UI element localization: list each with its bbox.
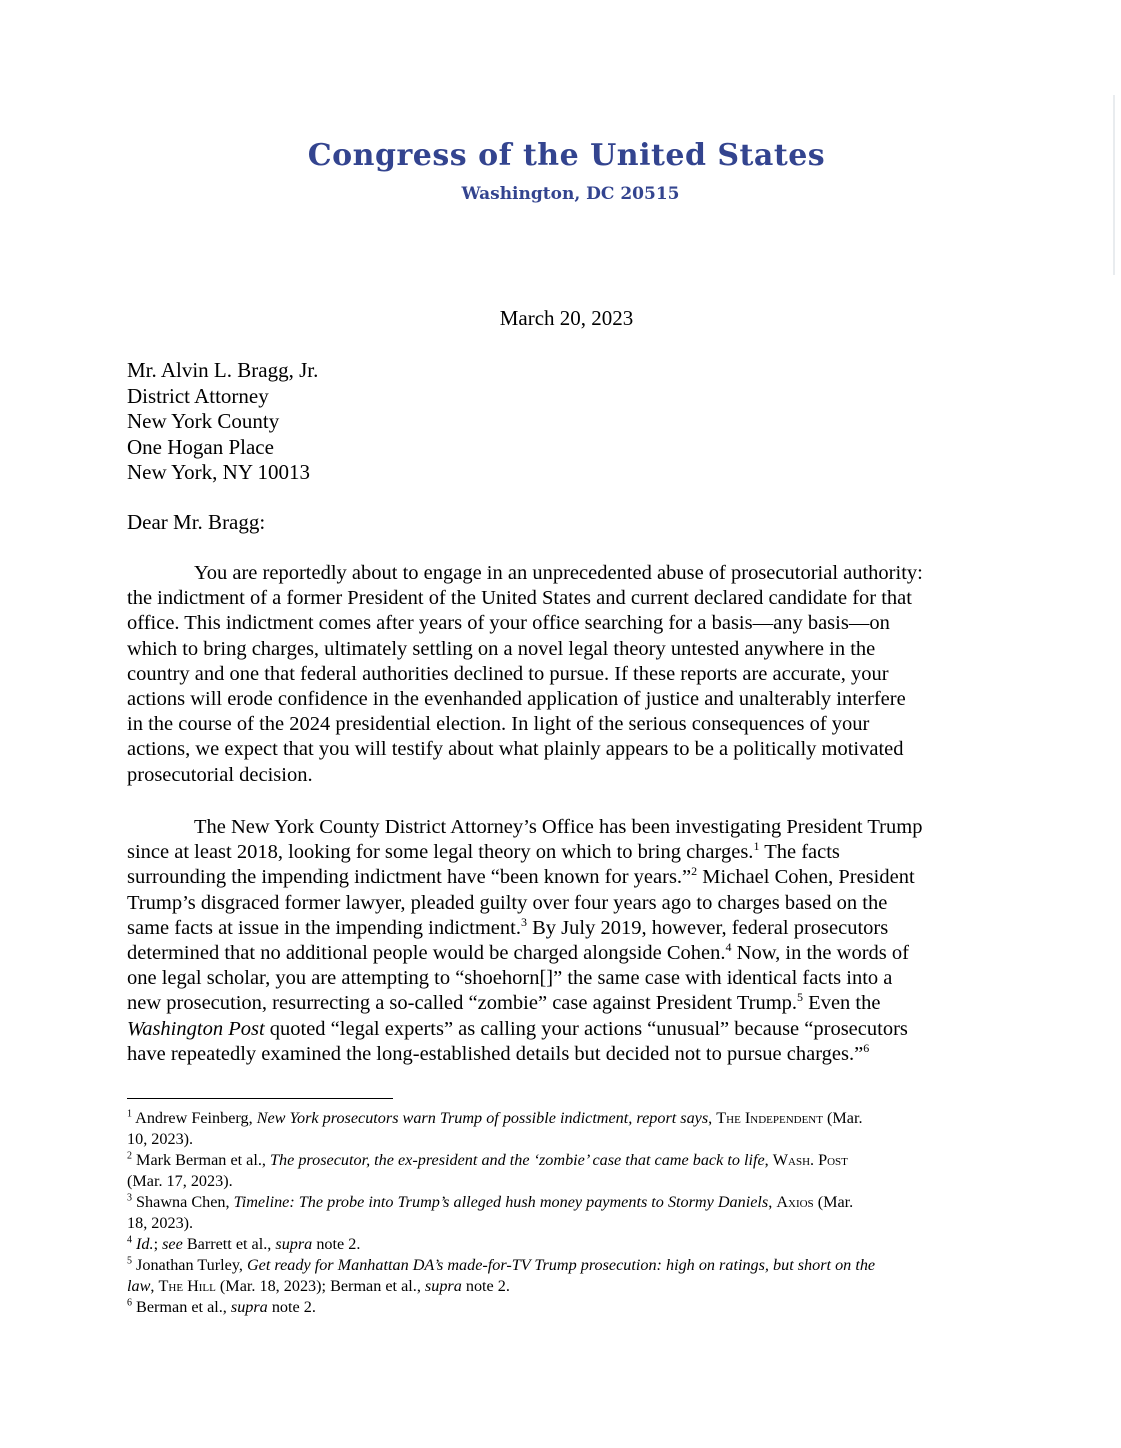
footnote-number: 6: [127, 1297, 132, 1309]
text-run: new prosecution, resurrecting a so-called “zombie” case against President Trump.: [127, 992, 798, 1015]
footnote-4: [127, 1234, 1007, 1255]
text-run: Shawna Chen,: [132, 1193, 234, 1211]
paragraph-2-line: [127, 840, 1007, 865]
paragraph-1-line: You are reportedly about to engage in an unprecedented abuse of prosecutorial authority:: [194, 562, 923, 584]
paragraph-1-line: office. This indictment comes after years of your office searching for a basis—any basis—on: [127, 612, 890, 635]
text-run: quoted “legal experts” as calling your actions “unusual” because “prosecutors: [264, 1017, 908, 1040]
footnote-1: [127, 1108, 1007, 1129]
footnote-1-cont: 10, 2023).: [127, 1130, 194, 1148]
text-run: By July 2019, however, federal prosecutors: [526, 916, 889, 939]
recipient-address: [127, 358, 318, 486]
paragraph-2-line: [127, 991, 1007, 1016]
letter-date: March 20, 2023: [499, 306, 634, 330]
text-run: determined that no additional people would be charged alongside Cohen.: [127, 942, 726, 965]
paragraph-2-line: [127, 941, 1007, 966]
recipient-office: New York County: [127, 409, 280, 433]
paragraph-2-line: one legal scholar, you are attempting to “shoehorn[]” the same case with identical facts into a: [127, 967, 893, 990]
text-run: Michael Cohen, President: [697, 866, 915, 889]
footnote-number: 1: [127, 1108, 132, 1120]
article-title: Get ready for Manhattan DA’s made-for-TV Trump prosecution: high on ratings, but short on the: [246, 1256, 876, 1274]
text-run: Barrett et al.,: [182, 1235, 276, 1253]
text-run: The facts: [759, 841, 840, 864]
text-run: (Mar.: [822, 1109, 863, 1127]
paragraph-2-line: [127, 1017, 1007, 1042]
text-run: note 2.: [312, 1235, 361, 1253]
publication-name: The Hill: [158, 1277, 216, 1295]
citation-id: Id.: [136, 1235, 154, 1253]
footnote-ref-5[interactable]: 5: [797, 990, 804, 1005]
paragraph-1-line: which to bring charges, ultimately settling on a novel legal theory untested anywhere in the: [127, 637, 876, 660]
publication-name: Wash. Post: [772, 1151, 848, 1169]
publication-name: The Independent: [716, 1109, 823, 1127]
text-run: surrounding the impending indictment have “been known for years.”: [127, 866, 692, 889]
paragraph-1-line: actions will erode confidence in the evenhanded application of justice and unalterably interfere: [127, 688, 906, 711]
text-run: Jonathan Turley,: [132, 1256, 247, 1274]
text-run: have repeatedly examined the long-established details but decided not to pursue charges.”: [127, 1042, 864, 1065]
paragraph-2: [127, 815, 1007, 1067]
footnote-3-cont: 18, 2023).: [127, 1214, 194, 1232]
text-run: (Mar.: [813, 1193, 854, 1211]
text-run: Andrew Feinberg,: [132, 1109, 257, 1127]
paragraph-1: [127, 561, 1007, 788]
paragraph-1-line: the indictment of a former President of the United States and current declared candidate for that: [127, 587, 912, 610]
text-run: Berman et al.,: [132, 1298, 231, 1316]
citation-supra: supra: [230, 1298, 268, 1316]
recipient-title: District Attorney: [127, 383, 269, 408]
paragraph-1-line: prosecutorial decision.: [127, 763, 313, 786]
footnote-ref-2[interactable]: 2: [691, 864, 698, 879]
footnote-6: [127, 1297, 1007, 1318]
letterhead-subtitle: Washington, DC 20515: [461, 184, 680, 204]
paragraph-2-line: [127, 1042, 1007, 1067]
recipient-street: One Hogan Place: [127, 434, 274, 459]
salutation: Dear Mr. Bragg:: [127, 510, 266, 534]
citation-signal: see: [162, 1235, 183, 1253]
article-title: The prosecutor, the ex-president and the ‘zombie’ case that came back to life: [270, 1151, 765, 1169]
recipient-city: New York, NY 10013: [127, 460, 310, 484]
footnote-number: 4: [127, 1234, 132, 1246]
footnote-5: [127, 1255, 1007, 1276]
letterhead-title: Congress of the United States: [307, 138, 826, 173]
text-run: Now, in the words of: [731, 942, 909, 965]
article-title: law: [127, 1277, 151, 1295]
footnotes: [127, 1108, 1007, 1318]
text-run: ,: [150, 1277, 159, 1295]
paragraph-1-line: in the course of the 2024 presidential election. In light of the serious consequences of your: [127, 713, 870, 736]
text-run: ,: [768, 1193, 777, 1211]
footnote-2: [127, 1150, 1007, 1171]
article-title: Timeline: The probe into Trump’s alleged hush money payments to Stormy Daniels: [233, 1193, 769, 1211]
footnote-ref-6[interactable]: 6: [863, 1041, 870, 1055]
footnote-2-cont: (Mar. 17, 2023).: [127, 1172, 233, 1190]
publication-title: Washington Post: [127, 1017, 265, 1040]
footnote-divider: [127, 1098, 393, 1099]
footnote-3: [127, 1192, 1007, 1213]
text-run: ,: [764, 1151, 773, 1169]
text-run: (Mar. 18, 2023); Berman et al.,: [215, 1277, 425, 1295]
text-run: note 2.: [267, 1298, 316, 1316]
footnote-ref-3[interactable]: 3: [520, 914, 527, 929]
publication-name: Axios: [776, 1193, 814, 1211]
footnote-number: 5: [127, 1255, 132, 1267]
citation-supra: supra: [424, 1277, 462, 1295]
footnote-ref-1[interactable]: 1: [753, 839, 760, 854]
citation-supra: supra: [275, 1235, 313, 1253]
text-run: ;: [153, 1235, 163, 1253]
paragraph-2-line: Trump’s disgraced former lawyer, pleaded guilty over four years ago to charges based on the: [127, 891, 888, 914]
recipient-name: Mr. Alvin L. Bragg, Jr.: [127, 358, 319, 382]
paragraph-2-line: [127, 865, 1007, 890]
footnote-number: 3: [127, 1192, 132, 1204]
footnote-number: 2: [127, 1150, 132, 1162]
footnote-5-cont: [127, 1276, 1007, 1297]
paragraph-2-line: The New York County District Attorney’s Office has been investigating President Trump: [194, 816, 923, 838]
text-run: ,: [708, 1109, 717, 1127]
paragraph-2-line: [127, 916, 1007, 941]
text-run: same facts at issue in the impending indictment.: [127, 916, 521, 939]
paragraph-1-line: actions, we expect that you will testify about what plainly appears to be a politically motivated: [127, 738, 904, 761]
text-run: since at least 2018, looking for some legal theory on which to bring charges.: [127, 841, 754, 864]
article-title: New York prosecutors warn Trump of possible indictment, report says: [256, 1109, 709, 1127]
text-run: note 2.: [461, 1277, 510, 1295]
text-run: Mark Berman et al.,: [132, 1151, 270, 1169]
paragraph-1-line: country and one that federal authorities declined to pursue. If these reports are accurate, your: [127, 662, 889, 685]
footnote-ref-4[interactable]: 4: [725, 940, 732, 955]
text-run: Even the: [803, 992, 881, 1015]
